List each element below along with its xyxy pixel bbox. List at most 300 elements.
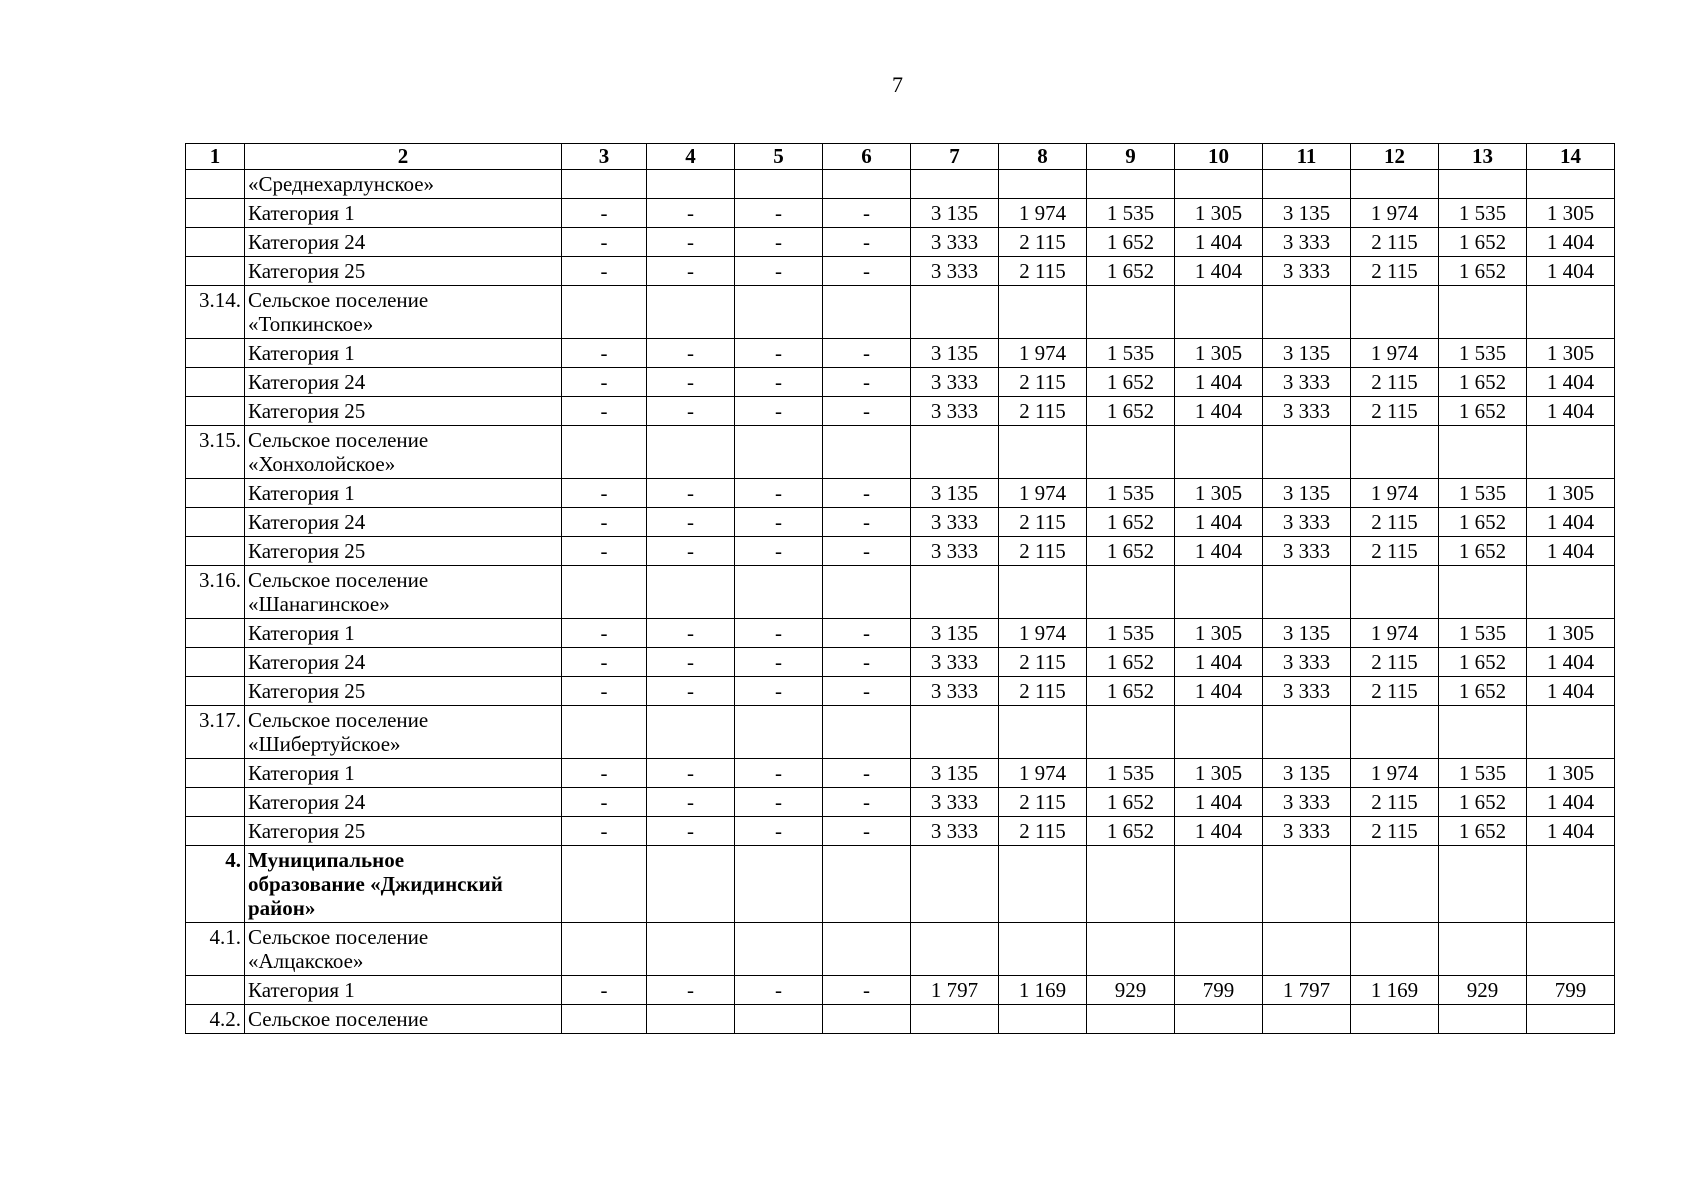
value-cell: 1 404 [1527, 368, 1615, 397]
value-cell [1439, 426, 1527, 479]
value-cell [735, 1005, 823, 1034]
value-cell [1175, 286, 1263, 339]
value-cell [1263, 426, 1351, 479]
row-name-line: район» [248, 896, 316, 920]
value-cell: - [735, 759, 823, 788]
value-cell [647, 286, 735, 339]
value-cell [1351, 846, 1439, 923]
value-cell: 1 797 [1263, 976, 1351, 1005]
value-cell: 1 305 [1175, 339, 1263, 368]
value-cell: 2 115 [999, 677, 1087, 706]
row-index: 4.1. [186, 923, 245, 976]
value-cell: 3 333 [911, 648, 999, 677]
value-cell [1175, 923, 1263, 976]
value-cell: 3 135 [911, 199, 999, 228]
value-cell: 3 333 [1263, 508, 1351, 537]
value-cell: 1 404 [1175, 508, 1263, 537]
value-cell [735, 566, 823, 619]
value-cell [1175, 846, 1263, 923]
value-cell: 1 305 [1175, 199, 1263, 228]
row-index [186, 199, 245, 228]
value-cell: 1 652 [1439, 788, 1527, 817]
value-cell: 1 652 [1087, 537, 1175, 566]
value-cell: - [647, 368, 735, 397]
table-row [186, 397, 1615, 426]
value-cell: 3 135 [1263, 759, 1351, 788]
value-cell: - [647, 479, 735, 508]
value-cell [1527, 923, 1615, 976]
value-cell: - [562, 479, 647, 508]
value-cell: - [823, 228, 911, 257]
value-cell: - [823, 677, 911, 706]
value-cell [1439, 923, 1527, 976]
value-cell [1527, 846, 1615, 923]
row-name [245, 566, 562, 619]
value-cell: 2 115 [999, 508, 1087, 537]
row-index [186, 228, 245, 257]
value-cell [735, 286, 823, 339]
value-cell [1351, 426, 1439, 479]
value-cell [1263, 286, 1351, 339]
table-row [186, 566, 1615, 619]
value-cell [999, 1005, 1087, 1034]
table-row [186, 170, 1615, 199]
value-cell [823, 1005, 911, 1034]
value-cell: 1 974 [999, 199, 1087, 228]
value-cell: - [647, 648, 735, 677]
value-cell: 1 404 [1175, 228, 1263, 257]
row-name [245, 199, 562, 228]
table-row [186, 788, 1615, 817]
value-cell: 929 [1439, 976, 1527, 1005]
value-cell: - [562, 228, 647, 257]
value-cell: - [735, 619, 823, 648]
value-cell: 1 404 [1175, 817, 1263, 846]
value-cell: - [562, 759, 647, 788]
row-name-line: Категория 25 [248, 819, 366, 843]
value-cell: - [823, 257, 911, 286]
value-cell: 1 652 [1439, 257, 1527, 286]
value-cell [562, 846, 647, 923]
row-name-line: «Хонхолойское» [248, 452, 396, 476]
table-row [186, 537, 1615, 566]
value-cell: - [647, 228, 735, 257]
value-cell: 3 333 [911, 397, 999, 426]
column-header: 2 [245, 144, 562, 170]
value-cell [1263, 1005, 1351, 1034]
value-cell: - [647, 976, 735, 1005]
value-cell [1527, 286, 1615, 339]
row-name-line: Муниципальное [248, 848, 405, 872]
value-cell: 1 652 [1087, 397, 1175, 426]
row-index [186, 817, 245, 846]
value-cell [823, 286, 911, 339]
row-name [245, 817, 562, 846]
value-cell [1439, 706, 1527, 759]
value-cell: 3 333 [1263, 257, 1351, 286]
value-cell [1263, 566, 1351, 619]
value-cell: 1 305 [1527, 339, 1615, 368]
value-cell: 3 333 [1263, 817, 1351, 846]
value-cell [1087, 286, 1175, 339]
value-cell: 2 115 [999, 648, 1087, 677]
value-cell: - [823, 508, 911, 537]
value-cell: 1 404 [1527, 228, 1615, 257]
value-cell: 2 115 [1351, 397, 1439, 426]
value-cell: - [823, 648, 911, 677]
value-cell: 1 652 [1087, 677, 1175, 706]
row-name [245, 759, 562, 788]
value-cell: - [735, 339, 823, 368]
value-cell [735, 923, 823, 976]
value-cell [1263, 170, 1351, 199]
row-name [245, 368, 562, 397]
value-cell: 929 [1087, 976, 1175, 1005]
value-cell: - [562, 339, 647, 368]
value-cell: 3 333 [911, 368, 999, 397]
value-cell: 2 115 [999, 537, 1087, 566]
value-cell [999, 846, 1087, 923]
value-cell: - [647, 339, 735, 368]
row-name [245, 788, 562, 817]
value-cell [1527, 170, 1615, 199]
value-cell [1087, 566, 1175, 619]
row-name [245, 339, 562, 368]
value-cell: 2 115 [1351, 228, 1439, 257]
value-cell [1351, 170, 1439, 199]
row-name-line: Сельское поселение [248, 568, 429, 592]
row-name-line: «Шанагинское» [248, 592, 390, 616]
row-index [186, 976, 245, 1005]
value-cell: - [562, 537, 647, 566]
value-cell: 1 974 [999, 619, 1087, 648]
value-cell [647, 1005, 735, 1034]
value-cell: 1 974 [1351, 479, 1439, 508]
value-cell: 2 115 [999, 397, 1087, 426]
value-cell [1175, 706, 1263, 759]
value-cell [1351, 566, 1439, 619]
value-cell: 2 115 [1351, 508, 1439, 537]
column-header: 6 [823, 144, 911, 170]
value-cell: 1 404 [1175, 648, 1263, 677]
row-name [245, 619, 562, 648]
row-name [245, 648, 562, 677]
value-cell: 1 305 [1527, 759, 1615, 788]
value-cell: 3 333 [1263, 677, 1351, 706]
table-row [186, 339, 1615, 368]
column-header: 10 [1175, 144, 1263, 170]
table-body [186, 170, 1615, 1034]
value-cell: 3 333 [1263, 788, 1351, 817]
value-cell: 2 115 [1351, 817, 1439, 846]
row-name-line: образование «Джидинский [248, 872, 503, 896]
column-header: 8 [999, 144, 1087, 170]
value-cell: 1 652 [1439, 368, 1527, 397]
value-cell: 1 652 [1439, 677, 1527, 706]
table-row [186, 479, 1615, 508]
value-cell: 1 535 [1087, 619, 1175, 648]
value-cell: 1 535 [1439, 479, 1527, 508]
value-cell: 2 115 [999, 788, 1087, 817]
row-name-line: Категория 24 [248, 370, 366, 394]
table-row [186, 677, 1615, 706]
value-cell: 2 115 [1351, 648, 1439, 677]
row-name-line: Сельское поселение [248, 288, 429, 312]
value-cell: 1 404 [1175, 257, 1263, 286]
table-row [186, 846, 1615, 923]
table-row [186, 228, 1615, 257]
value-cell: - [562, 397, 647, 426]
row-index: 3.14. [186, 286, 245, 339]
value-cell: 3 135 [1263, 199, 1351, 228]
value-cell [562, 426, 647, 479]
row-name [245, 706, 562, 759]
value-cell: - [823, 397, 911, 426]
value-cell: 3 333 [1263, 648, 1351, 677]
value-cell: 3 135 [911, 759, 999, 788]
table-row [186, 257, 1615, 286]
row-name [245, 257, 562, 286]
row-name-line: Категория 24 [248, 230, 366, 254]
value-cell: 799 [1527, 976, 1615, 1005]
table-row [186, 759, 1615, 788]
row-index: 3.15. [186, 426, 245, 479]
value-cell: 1 404 [1175, 677, 1263, 706]
table-row [186, 199, 1615, 228]
value-cell: 1 305 [1175, 759, 1263, 788]
row-name [245, 846, 562, 923]
value-cell: 1 652 [1087, 228, 1175, 257]
value-cell [1527, 706, 1615, 759]
row-name-line: Категория 25 [248, 679, 366, 703]
value-cell: - [647, 759, 735, 788]
value-cell: - [562, 508, 647, 537]
value-cell: - [823, 619, 911, 648]
value-cell: 2 115 [1351, 677, 1439, 706]
table-row [186, 706, 1615, 759]
value-cell: - [823, 817, 911, 846]
value-cell [911, 286, 999, 339]
value-cell: - [562, 788, 647, 817]
value-cell: 3 135 [1263, 479, 1351, 508]
value-cell [1527, 426, 1615, 479]
value-cell [562, 566, 647, 619]
value-cell: 1 652 [1087, 788, 1175, 817]
value-cell: - [823, 199, 911, 228]
value-cell [1087, 706, 1175, 759]
value-cell: 1 535 [1087, 759, 1175, 788]
value-cell [735, 706, 823, 759]
value-cell: 1 169 [999, 976, 1087, 1005]
row-name [245, 923, 562, 976]
value-cell: - [647, 508, 735, 537]
value-cell [1087, 846, 1175, 923]
value-cell: 1 404 [1175, 537, 1263, 566]
row-index: 3.17. [186, 706, 245, 759]
value-cell [562, 286, 647, 339]
table-row [186, 648, 1615, 677]
table-row [186, 619, 1615, 648]
value-cell: 1 652 [1439, 228, 1527, 257]
value-cell [1439, 566, 1527, 619]
value-cell: 1 305 [1527, 619, 1615, 648]
column-header: 7 [911, 144, 999, 170]
row-name-line: Категория 1 [248, 761, 355, 785]
value-cell: 3 333 [911, 228, 999, 257]
value-cell: 3 333 [1263, 397, 1351, 426]
value-cell: 1 974 [999, 759, 1087, 788]
value-cell: 2 115 [999, 228, 1087, 257]
row-name-line: Категория 1 [248, 201, 355, 225]
column-header: 4 [647, 144, 735, 170]
value-cell [1439, 286, 1527, 339]
value-cell [647, 706, 735, 759]
value-cell [1351, 923, 1439, 976]
value-cell: 1 652 [1087, 648, 1175, 677]
value-cell: 1 535 [1087, 339, 1175, 368]
value-cell [999, 706, 1087, 759]
row-name [245, 976, 562, 1005]
value-cell: 1 797 [911, 976, 999, 1005]
value-cell [1263, 923, 1351, 976]
value-cell: 3 135 [911, 339, 999, 368]
value-cell: 3 333 [911, 817, 999, 846]
row-index: 4.2. [186, 1005, 245, 1034]
value-cell: 1 404 [1175, 368, 1263, 397]
value-cell: 1 404 [1527, 677, 1615, 706]
value-cell [647, 426, 735, 479]
row-name-line: «Алцакское» [248, 949, 364, 973]
value-cell [1263, 846, 1351, 923]
row-name-line: Категория 25 [248, 539, 366, 563]
value-cell: 1 652 [1087, 817, 1175, 846]
value-cell: - [562, 817, 647, 846]
value-cell: - [735, 976, 823, 1005]
row-index [186, 648, 245, 677]
table-row [186, 508, 1615, 537]
value-cell: - [647, 788, 735, 817]
value-cell: 1 535 [1439, 759, 1527, 788]
value-cell [647, 923, 735, 976]
value-cell: 3 135 [1263, 339, 1351, 368]
value-cell: 1 974 [1351, 619, 1439, 648]
value-cell [911, 170, 999, 199]
row-name [245, 228, 562, 257]
value-cell: - [823, 759, 911, 788]
table-row [186, 1005, 1615, 1034]
value-cell: 1 652 [1439, 508, 1527, 537]
value-cell [1087, 426, 1175, 479]
row-name [245, 508, 562, 537]
value-cell [1351, 286, 1439, 339]
value-cell [1527, 1005, 1615, 1034]
value-cell: - [562, 619, 647, 648]
value-cell: 1 652 [1439, 537, 1527, 566]
row-index: 4. [186, 846, 245, 923]
value-cell [999, 286, 1087, 339]
value-cell [1087, 170, 1175, 199]
row-name-line: Категория 1 [248, 341, 355, 365]
value-cell [1175, 566, 1263, 619]
value-cell: 1 404 [1175, 788, 1263, 817]
value-cell: 3 333 [911, 788, 999, 817]
value-cell: 1 404 [1527, 788, 1615, 817]
value-cell: 2 115 [1351, 257, 1439, 286]
value-cell: - [823, 976, 911, 1005]
value-cell [823, 170, 911, 199]
value-cell: 1 535 [1439, 339, 1527, 368]
value-cell: - [647, 397, 735, 426]
value-cell: - [647, 537, 735, 566]
value-cell: 1 652 [1439, 648, 1527, 677]
value-cell [823, 706, 911, 759]
row-name [245, 397, 562, 426]
value-cell: - [735, 199, 823, 228]
row-name [245, 537, 562, 566]
value-cell: - [823, 537, 911, 566]
row-name-line: Сельское поселение [248, 708, 429, 732]
value-cell: - [735, 788, 823, 817]
value-cell [999, 566, 1087, 619]
value-cell: - [647, 677, 735, 706]
column-header: 13 [1439, 144, 1527, 170]
value-cell: - [735, 479, 823, 508]
tariff-table [185, 143, 1615, 1034]
value-cell [999, 426, 1087, 479]
row-name-line: Категория 25 [248, 259, 366, 283]
row-name-line: Сельское поселение [248, 428, 429, 452]
value-cell [647, 846, 735, 923]
table-row [186, 817, 1615, 846]
value-cell: - [735, 508, 823, 537]
value-cell: - [735, 817, 823, 846]
row-index [186, 677, 245, 706]
row-name-line: «Среднехарлунское» [248, 172, 435, 196]
value-cell [1087, 923, 1175, 976]
value-cell [562, 923, 647, 976]
value-cell: 2 115 [1351, 368, 1439, 397]
value-cell: 3 333 [911, 257, 999, 286]
value-cell: - [562, 648, 647, 677]
row-index: 3.16. [186, 566, 245, 619]
row-index [186, 508, 245, 537]
value-cell: 2 115 [1351, 788, 1439, 817]
value-cell: - [562, 976, 647, 1005]
value-cell: - [735, 677, 823, 706]
value-cell: 3 333 [1263, 368, 1351, 397]
column-header: 14 [1527, 144, 1615, 170]
row-index [186, 257, 245, 286]
row-name-line: Категория 24 [248, 790, 366, 814]
value-cell: 1 404 [1175, 397, 1263, 426]
value-cell [735, 426, 823, 479]
value-cell [999, 923, 1087, 976]
value-cell: - [562, 199, 647, 228]
column-header: 9 [1087, 144, 1175, 170]
value-cell [647, 566, 735, 619]
value-cell: - [647, 257, 735, 286]
value-cell: - [823, 479, 911, 508]
value-cell: 1 305 [1527, 479, 1615, 508]
value-cell [562, 706, 647, 759]
value-cell [1175, 1005, 1263, 1034]
value-cell [1527, 566, 1615, 619]
table-row [186, 426, 1615, 479]
value-cell: 3 333 [1263, 228, 1351, 257]
value-cell [735, 170, 823, 199]
value-cell [823, 846, 911, 923]
value-cell: 3 135 [911, 619, 999, 648]
